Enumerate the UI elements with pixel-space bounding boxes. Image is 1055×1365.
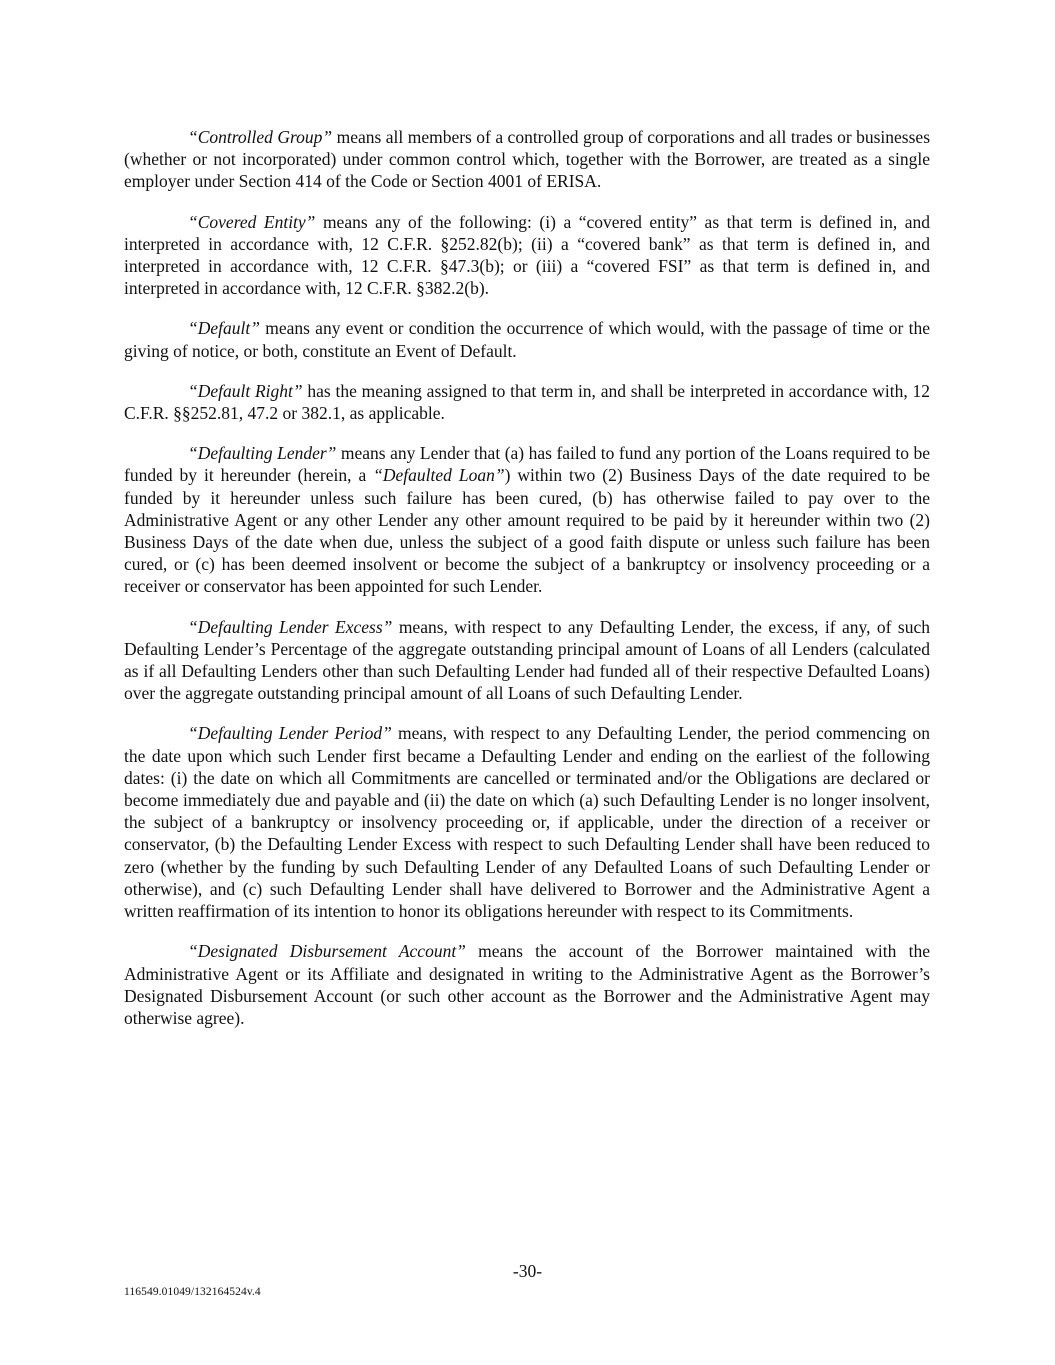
definition-text-before: means any Lender that (a) has failed to fund any portion of the Loans required to be funded by it hereunder (herein, a bbox=[124, 443, 930, 486]
defined-term: “Covered Entity” bbox=[188, 211, 316, 232]
definition-text: means, with respect to any Defaulting Lender, the excess, if any, of such Defaulting Lender’s Percentage of the aggregate outstanding principal amount of Loans of all Lenders (calculated as if all Defaulting Lenders other than such Defaulting Lender had funded all of their respective Defaulted Loans) over the aggregate outstanding principal amount of all Loans of such Defaulting Lender. bbox=[124, 616, 931, 704]
definition-default bbox=[124, 317, 930, 361]
definition-text: has the meaning assigned to that term in, and shall be interpreted in accordance with, 12 C.F.R. §§252.81, 47.2 or 382.1, as applicable. bbox=[124, 380, 930, 424]
definition-text: means any event or condition the occurrence of which would, with the passage of time or the giving of notice, or both, constitute an Event of Default. bbox=[124, 318, 930, 361]
defined-term: “Defaulting Lender Excess” bbox=[188, 616, 393, 637]
definition-defaulting-lender bbox=[124, 442, 930, 597]
defined-term: “Defaulting Lender Period” bbox=[188, 723, 392, 744]
definition-controlled-group bbox=[124, 126, 930, 193]
defined-term: “Default Right” bbox=[188, 380, 303, 401]
document-id: 116549.01049/132164524v.4 bbox=[124, 1286, 261, 1298]
definition-defaulting-lender-excess bbox=[124, 616, 930, 705]
definition-default-right bbox=[124, 380, 930, 424]
defined-term: “Controlled Group” bbox=[188, 127, 333, 147]
definition-covered-entity bbox=[124, 211, 930, 300]
definition-defaulting-lender-period bbox=[124, 722, 930, 922]
defined-term: “Default” bbox=[188, 318, 260, 339]
definition-designated-disbursement-account bbox=[124, 940, 930, 1029]
inline-defined-term: “Defaulted Loan” bbox=[373, 465, 505, 486]
definition-text: means any of the following: (i) a “covered entity” as that term is defined in, and interpreted in accordance with, 12 C.F.R. §252.82(b); (ii) a “covered bank” as that term is defined in, and interpreted in accordance with, 12 C.F.R. §47.3(b); or (iii) a “covered FSI” as that term is defined in, and interpreted in accordance with, 12 C.F.R. §382.2(b). bbox=[124, 211, 930, 299]
defined-term: “Designated Disbursement Account” bbox=[188, 941, 466, 962]
definition-text: means, with respect to any Defaulting Lender, the period commencing on the date upon which such Lender first became a Defaulting Lender and ending on the earliest of the following dates: (i) the date on which all Commitments are cancelled or terminated and/or the Obligations are declared or become immediately due and payable and (ii) the date on which (a) such Defaulting Lender is no longer insolvent, the subject of a bankruptcy or insolvency proceeding or, if applicable, under the direction of a receiver or conservator, (b) the Defaulting Lender Excess with respect to such Defaulting Lender shall have been reduced to zero (whether by the funding by such Defaulting Lender of any Defaulted Loans of such Defaulting Lender or otherwise), and (c) such Defaulting Lender shall have delivered to Borrower and the Administrative Agent a written reaffirmation of its intention to honor its obligations hereunder with respect to its Commitments. bbox=[124, 723, 930, 922]
definition-text-after: ) within two (2) Business Days of the date required to be funded by it hereunder unless such failure has been cured, (b) has otherwise failed to pay over to the Administrative Agent or any other Lender any other amount required to be paid by it hereunder within two (2) Business Days of the date when due, unless the subject of a good faith dispute or unless such failure has been cured, or (c) has been deemed insolvent or become the subject of a bankruptcy or insolvency proceeding or a receiver or conservator has been appointed for such Lender. bbox=[124, 465, 930, 597]
defined-term: “Defaulting Lender” bbox=[188, 443, 337, 464]
definition-text: means all members of a controlled group of corporations and all trades or businesses (whether or not incorporated) under common control which, together with the Borrower, are treated as a single employer under Section 414 of the Code or Section 4001 of ERISA. bbox=[124, 127, 930, 192]
definition-text: means the account of the Borrower maintained with the Administrative Agent or its Affiliate and designated in writing to the Administrative Agent as the Borrower’s Designated Disbursement Account (or such other account as the Borrower and the Administrative Agent may otherwise agree). bbox=[124, 941, 930, 1028]
page-number: -30- bbox=[512, 1261, 543, 1281]
document-body bbox=[124, 126, 930, 1047]
